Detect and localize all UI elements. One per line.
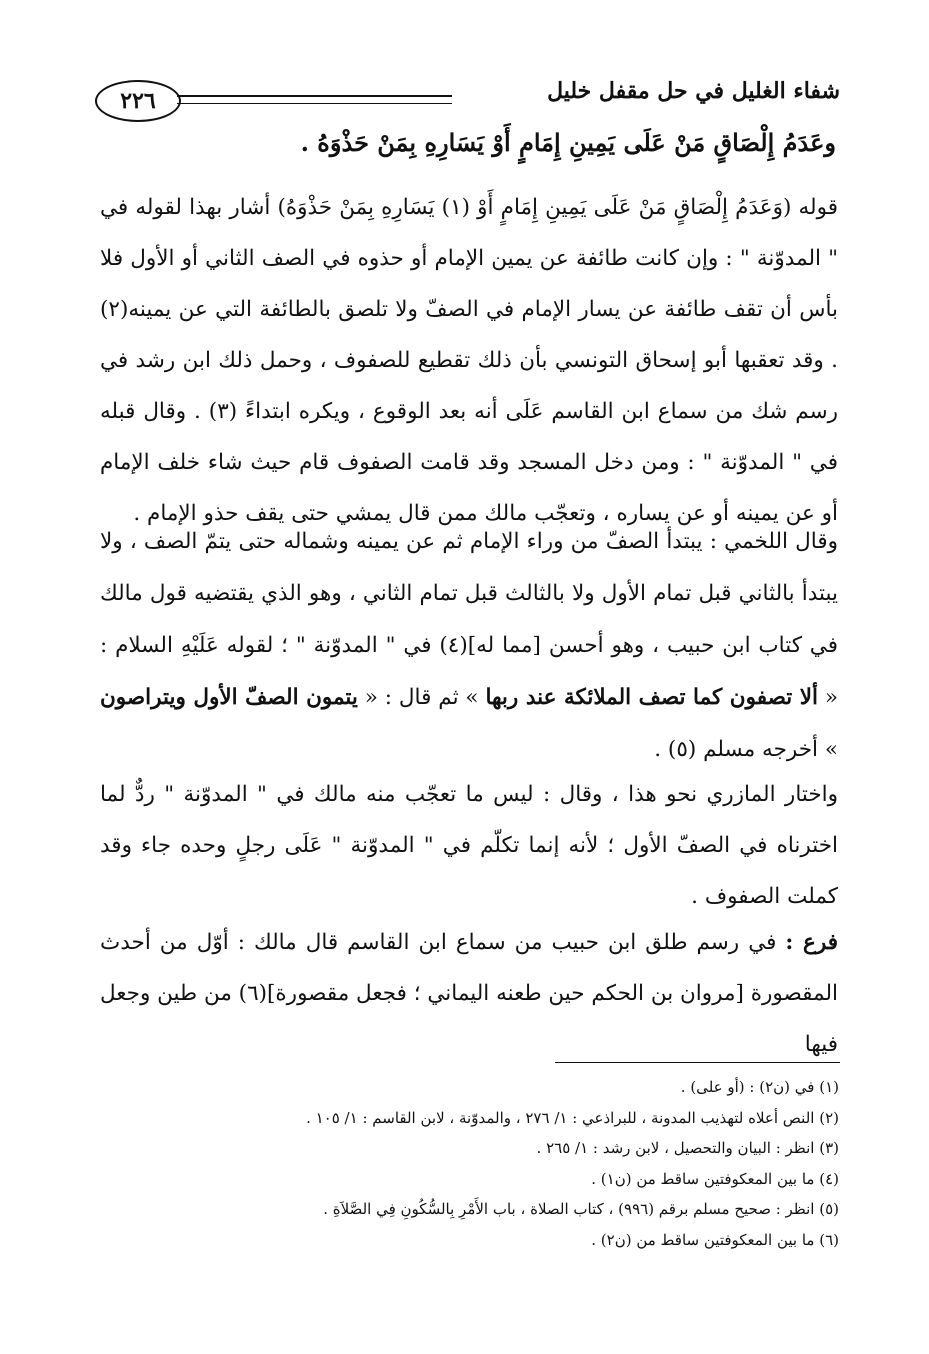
- paragraph-1: [100, 182, 838, 539]
- footnote-2: (٢) النص أعلاه لتهذيب المدونة ، للبراذعي : ١/ ٢٧٦ ، والمدوّنة ، لابن القاسم : ١/ ١٠٥ .: [306, 1108, 839, 1127]
- header-rule: [177, 95, 452, 104]
- paragraph-4-body: في رسم طلق ابن حبيب من سماع ابن القاسم قال مالك : أوّل من أحدث المقصورة [مروان بن الحكم حين طعنه اليماني ؛ فجعل مقصورة](٦) من طين وجعل فيها: [100, 930, 838, 1057]
- paragraph-2-intro: وقال اللخمي : يبتدأ الصفّ من وراء الإمام ثم عن يمينه وشماله حتى يتمّ الصف ، ولا يبتدأ بالثاني قبل تمام الأول ولا بالثالث قبل تمام الثاني ، وهو الذي يقتضيه قول مالك في كتاب ابن حبيب ، وهو أحسن [مما له](٤) في " المدوّنة " ؛ لقوله عَلَيْهِ السلام : «: [100, 529, 839, 710]
- paragraph-2-between: » ثم قال : «: [364, 685, 479, 710]
- paragraph-1-text: قوله (وَعَدَمُ إِلْصَاقٍ مَنْ عَلَى يَمِينِ إِمَامٍ أَوْ (١) يَسَارِهِ بِمَنْ حَذْوَهُ) أشار بهذا لقوله في " المدوّنة " : وإن كانت طائفة عن يمين الإمام أو حذوه في الصف الثاني أو الأول فلا بأس أن تقف طائفة عن يسار الإمام في الصفّ ولا تلصق بالطائفة التي عن يمينه(٢) . وقد تعقبها أبو إسحاق التونسي بأن ذلك تقطيع للصفوف ، وحمل ذلك ابن رشد في رسم شك من سماع ابن القاسم عَلَى أنه بعد الوقوع ، ويكره ابتداءً (٣) . وقال قبله في " المدوّنة " : ومن دخل المسجد وقد قامت الصفوف قام حيث شاء خلف الإمام أو عن يمينه أو عن يساره ، وتعجّب مالك ممن قال يمشي حتى يقف حذو الإمام .: [100, 195, 838, 526]
- page-header: [95, 78, 840, 124]
- footnote-5: (٥) انظر : صحيح مسلم برقم (٩٩٦) ، كتاب الصلاة ، باب الأَمْرِ بِالسُّكُونِ فِي الصَّلاَةِ .: [323, 1200, 839, 1218]
- branch-label: فرع :: [785, 930, 838, 955]
- paragraph-2: [100, 516, 838, 776]
- hadith-quote-2: يتمون الصفّ الأول ويتراصون: [100, 685, 358, 710]
- footnote-4: (٤) ما بين المعكوفتين ساقط من (ن١) .: [591, 1169, 839, 1188]
- footnote-3: (٣) انظر : البيان والتحصيل ، لابن رشد : ١/ ٢٦٥ .: [536, 1139, 839, 1157]
- paragraph-4-text: [100, 917, 838, 1070]
- footnote-separator: [555, 1062, 840, 1063]
- paragraph-3-text: واختار المازري نحو هذا ، وقال : ليس ما تعجّب منه مالك في " المدوّنة " ردٌّ لما اخترناه في الصفّ الأول ؛ لأنه إنما تكلّم في " المدوّنة " عَلَى رجلٍ وحده جاء وقد كملت الصفوف .: [100, 782, 838, 909]
- book-title: شفاء الغليل في حل مقفل خليل: [547, 78, 840, 104]
- paragraph-4: [100, 917, 838, 1070]
- page-number: ٢٢٦: [95, 80, 181, 122]
- footnote-6: (٦) ما بين المعكوفتين ساقط من (ن٢) .: [591, 1230, 839, 1249]
- hadith-quote-1: ألا تصفون كما تصف الملائكة عند ربها: [485, 685, 818, 710]
- footnote-1: (١) في (ن٢) : (أو على) .: [680, 1078, 839, 1096]
- paragraph-2-outro: » أخرجه مسلم (٥) .: [654, 737, 838, 762]
- matn-text: وعَدَمُ إِلْصَاقٍ مَنْ عَلَى يَمِينِ إِمَامٍ أَوْ يَسَارِهِ بِمَنْ حَذْوَهُ .: [300, 128, 836, 157]
- paragraph-2-text: [100, 516, 838, 776]
- paragraph-3: [100, 769, 838, 922]
- footnotes: [99, 1072, 839, 1255]
